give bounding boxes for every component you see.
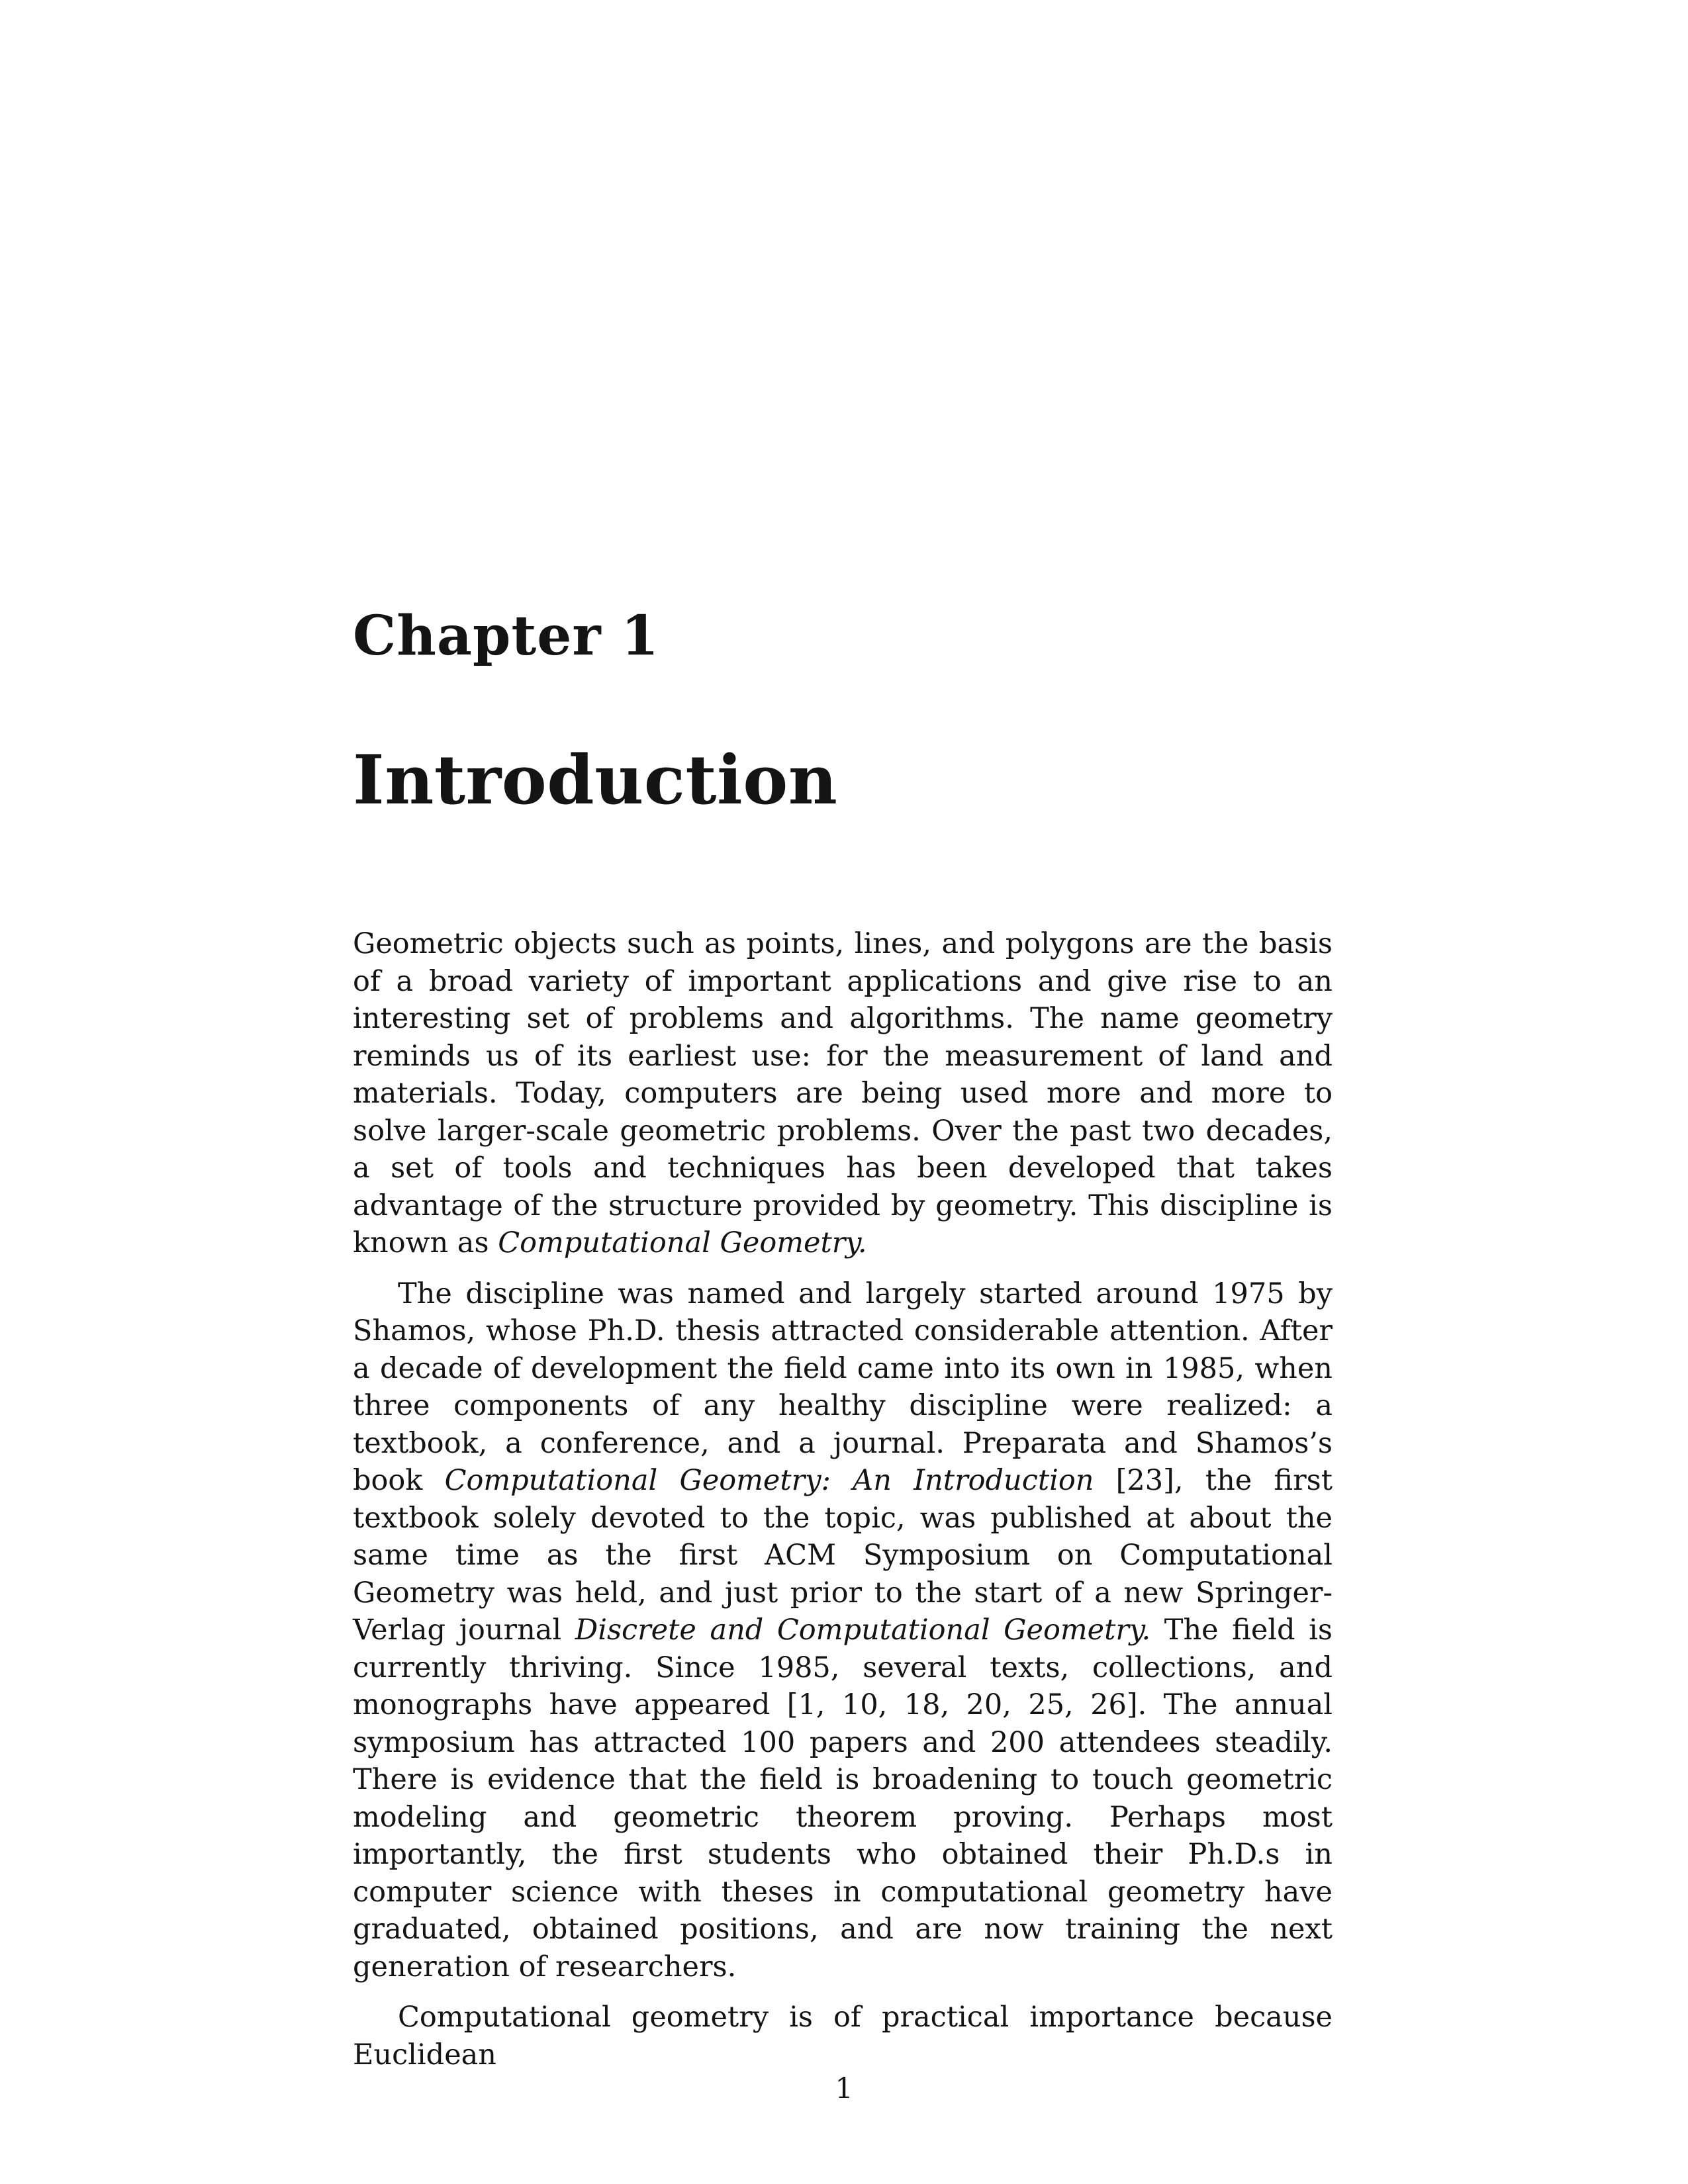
paragraph-2-text-a: The discipline was named and largely started around 1975 by Shamos, whose Ph.D. thesis attracted considerable attention. After a decade of development the field came into its own in 1985, when three components of any healthy discipline were realized: a textbook, a conference, and a journal. Preparata and Shamos’s book: [353, 1277, 1333, 1497]
paragraph-2: [353, 1275, 1333, 1986]
paragraph-2-journal-title: Discrete and Computational Geometry.: [575, 1614, 1151, 1647]
paragraph-3: [353, 1999, 1333, 2073]
paragraph-2-text-c: The field is currently thriving. Since 1985, several texts, collections, and monographs have appeared [1, 10, 18, 20, 25, 26]. The annual symposium has attracted 100 papers and 200 attendees steadily. There is evidence that the field is broadening to touch geometric modeling and geometric theorem proving. Perhaps most importantly, the first students who obtained their Ph.D.s in computer science with theses in computational geometry have graduated, obtained positions, and are now training the next generation of researchers.: [353, 1614, 1333, 1983]
paragraph-3-text: Computational geometry is of practical importance because Euclidean: [353, 2001, 1333, 2071]
paragraph-1-text: Geometric objects such as points, lines, and polygons are the basis of a broad variety of important applications and give rise to an interesting set of problems and algorithms. The name geometry reminds us of its earliest use: for the measurement of land and materials. Today, computers are being used more and more to solve larger-scale geometric problems. Over the past two decades, a set of tools and techniques has been developed that takes advantage of the structure provided by geometry. This discipline is known as: [353, 927, 1333, 1259]
paragraph-2-book-title: Computational Geometry: An Introduction: [444, 1464, 1094, 1497]
page-number: 1: [835, 2072, 853, 2105]
chapter-title: Introduction: [353, 741, 838, 820]
body-text: [353, 925, 1333, 2087]
paragraph-1-emphasis: Computational Geometry.: [498, 1226, 867, 1259]
paragraph-2-text-b: [23], the first textbook solely devoted to the topic, was published at about the same time as the first ACM Symposium on Computational Geometry was held, and just prior to the start of a new Springer-Verlag journal: [353, 1464, 1333, 1647]
chapter-label: Chapter 1: [353, 604, 660, 668]
paragraph-1: [353, 925, 1333, 1262]
